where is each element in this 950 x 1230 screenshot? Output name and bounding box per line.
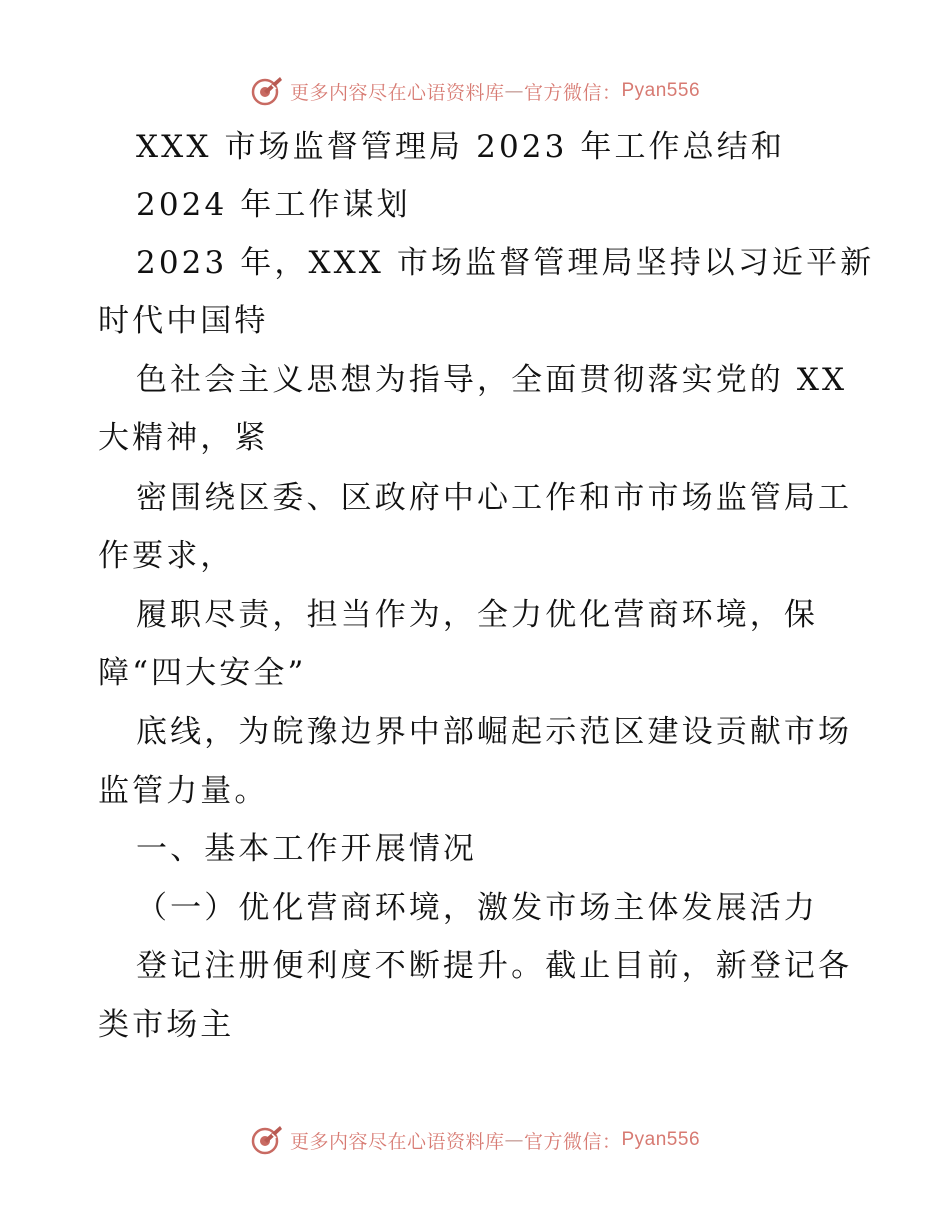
pen-logo-icon xyxy=(250,74,284,108)
document-title-line-1: XXX 市场监督管理局 2023 年工作总结和 xyxy=(136,129,785,165)
watermark-text: 更多内容尽在心语资料库 xyxy=(289,1130,505,1153)
paragraph-line: 登记注册便利度不断提升。截止目前，新登记各 xyxy=(136,948,853,984)
header-watermark xyxy=(0,71,950,111)
watermark-text: 更多内容尽在心语资料库 xyxy=(289,81,505,104)
watermark-wechat-id: Pyan556 xyxy=(621,80,701,101)
paragraph-line: 底线，为皖豫边界中部崛起示范区建设贡献市场 xyxy=(136,714,853,750)
watermark-wechat-label: 官方微信： xyxy=(523,81,622,104)
paragraph-line: 大精神，紧 xyxy=(98,420,269,456)
subsection-heading: （一）优化营商环境，激发市场主体发展活力 xyxy=(136,890,818,926)
paragraph-line: 时代中国特 xyxy=(98,303,269,339)
section-heading: 一、基本工作开展情况 xyxy=(136,831,477,867)
paragraph-line: 密围绕区委、区政府中心工作和市市场监管局工 xyxy=(136,480,853,516)
paragraph-line: 监管力量。 xyxy=(98,773,269,809)
paragraph-line: 履职尽责，担当作为，全力优化营商环境，保 xyxy=(136,597,818,633)
paragraph-line: 色社会主义思想为指导，全面贯彻落实党的 XX xyxy=(136,362,848,398)
paragraph-line: 类市场主 xyxy=(98,1007,235,1043)
watermark-separator: — xyxy=(504,1129,524,1151)
document-title-line-2: 2024 年工作谋划 xyxy=(136,187,411,223)
watermark-separator: — xyxy=(504,80,524,102)
watermark-wechat-id: Pyan556 xyxy=(621,1129,701,1150)
footer-watermark xyxy=(0,1120,950,1160)
paragraph-line: 障“四大安全” xyxy=(98,655,307,691)
pen-logo-icon xyxy=(250,1123,284,1157)
paragraph-line: 作要求， xyxy=(98,538,235,574)
watermark-wechat-label: 官方微信： xyxy=(523,1130,622,1153)
paragraph-line: 2023 年，XXX 市场监督管理局坚持以习近平新 xyxy=(136,245,875,281)
